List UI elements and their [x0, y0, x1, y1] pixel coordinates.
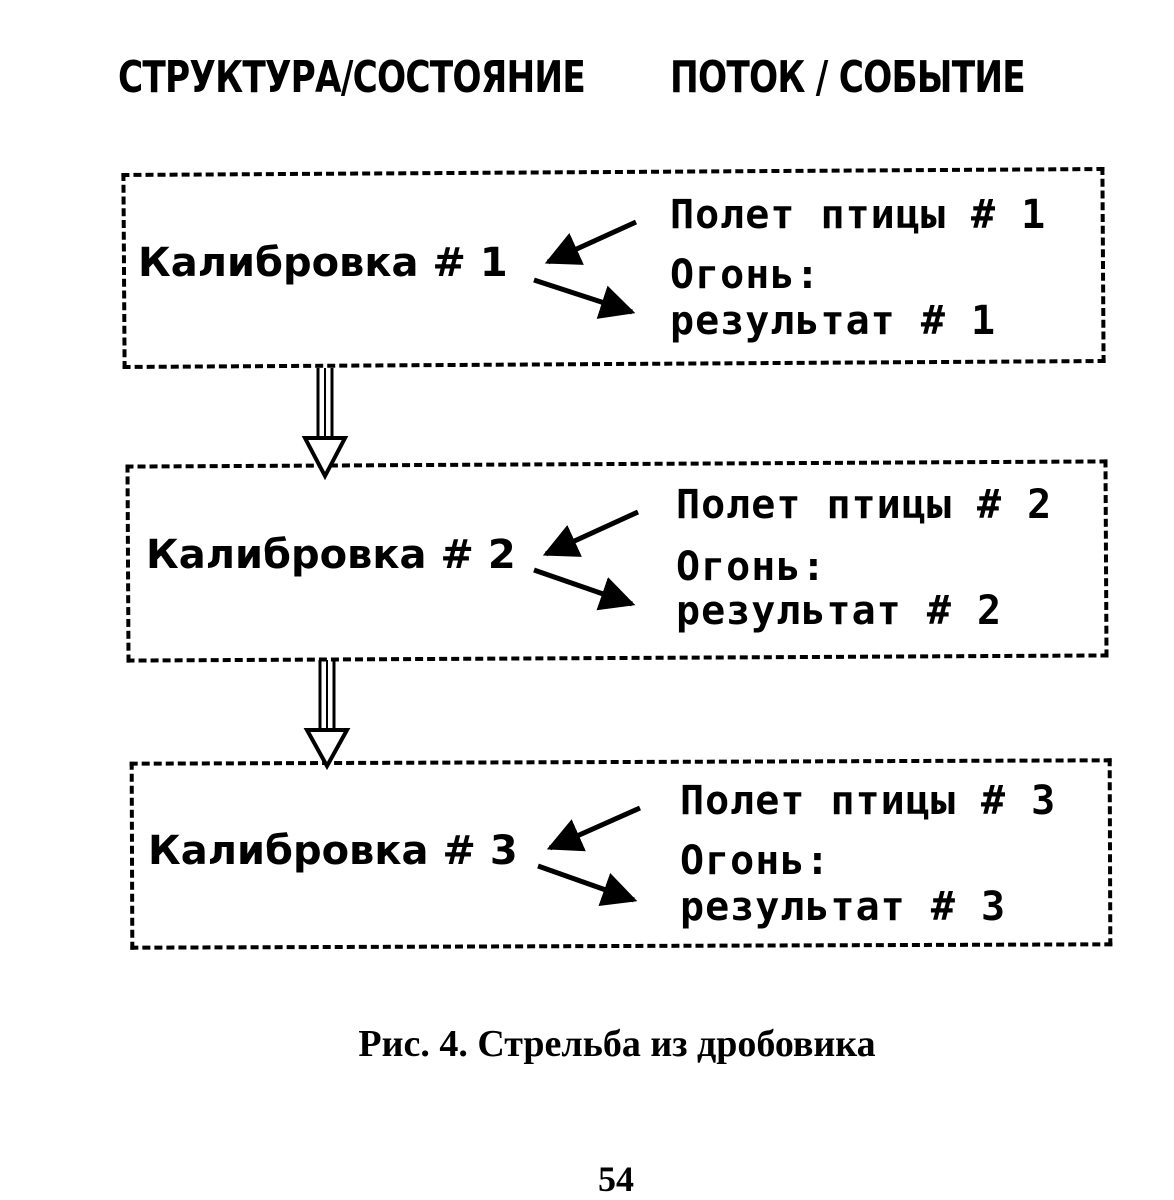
- transition-arrow-2-to-3: [307, 660, 347, 766]
- stage-1-state-label: Калибровка # 1: [138, 240, 508, 286]
- stage-2-state-label: Калибровка # 2: [146, 532, 516, 578]
- column-header-structure-state: СТРУКТУРА/СОСТОЯНИЕ: [118, 52, 586, 103]
- stage-3-output-event-line1: Огонь:: [680, 838, 831, 884]
- stage-3-input-event: Полет птицы # 3: [680, 778, 1057, 824]
- stage-3-output-arrow: [538, 866, 634, 900]
- figure-caption: Рис. 4. Стрельба из дробовика: [358, 1023, 876, 1065]
- stage-3-input-arrow: [550, 808, 640, 848]
- stage-3-output-event-line2: результат # 3: [680, 884, 1007, 930]
- stage-2-output-event-line2: результат # 2: [676, 588, 1003, 634]
- stage-1-input-event: Полет птицы # 1: [670, 192, 1047, 238]
- transition-arrow-1-to-2: [305, 368, 345, 476]
- stage-3-state-label: Калибровка # 3: [148, 828, 518, 874]
- stage-1-output-arrow: [534, 280, 632, 312]
- column-header-flow-event: ПОТОК / СОБЫТИЕ: [670, 52, 1025, 103]
- stage-2-output-arrow: [534, 570, 632, 604]
- stage-1-output-event-line1: Огонь:: [670, 252, 821, 298]
- stage-1-input-arrow: [548, 222, 636, 262]
- page-number: 54: [598, 1159, 634, 1199]
- stage-2-output-event-line1: Огонь:: [676, 544, 827, 590]
- stage-2-input-arrow: [546, 512, 638, 554]
- stage-2-input-event: Полет птицы # 2: [676, 482, 1053, 528]
- stage-1-output-event-line2: результат # 1: [670, 298, 997, 344]
